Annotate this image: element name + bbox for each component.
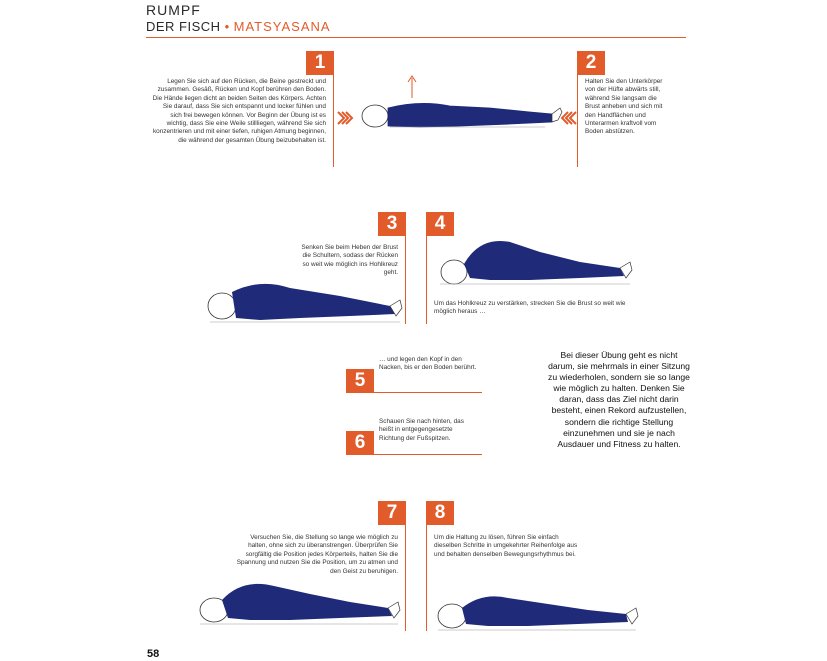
step-4-rule	[426, 212, 427, 324]
pose-sanskrit-name: MATSYASANA	[233, 19, 331, 34]
section-title: RUMPF	[146, 2, 201, 18]
exercise-note: Bei dieser Übung geht es nicht darum, sie mehrmals in einer Sitzung zu wiederholen, sondern sie so lange wie möglich zu halten. Denken Sie daran, dass das Ziel nicht darin besteht, einen Rekord aufzustellen, sondern die richtige Stellung einzunehmen und sie je nach Ausdauer und Fitness zu halten.	[548, 350, 690, 449]
step-4-number: 4	[426, 212, 454, 236]
pose-title	[146, 19, 331, 34]
step-8-number: 8	[426, 501, 454, 525]
figure-step-3	[200, 270, 405, 330]
figure-step-7	[190, 572, 405, 632]
step-6-rule	[346, 454, 482, 455]
pose-name: DER FISCH	[146, 19, 221, 34]
step-2-text: Halten Sie den Unterkörper von der Hüfte abwärts still, während Sie langsam die Brust anheben und sich mit den Handflächen und Unterarmen kraftvoll vom Boden abstützen.	[585, 78, 663, 136]
step-6-text: Schauen Sie nach hinten, das heißt in entgegengesetzte Richtung der Fußspitzen.	[379, 418, 464, 442]
step-1-text: Legen Sie sich auf den Rücken, die Beine gestreckt und zusammen. Gesäß, Rücken und Kopf berühren den Boden. Die Hände liegen dicht an beiden Seiten des Körpers. Achten Sie darauf, dass Sie sich entspannt und locker fühlen und sich frei bewegen können. Vor Beginn der Übung ist es wichtig, dass Sie eine Weile stillliegen, während Sie sich konzentrieren und mit einer tiefen, ruhigen Atmung beginnen, die während der gesamten Übung beizubehalten ist.	[152, 78, 326, 144]
step-3-text: Senken Sie beim Heben der Brust die Schultern, sodass der Rücken so weit wie möglich ins Hohlkreuz geht.	[301, 244, 398, 277]
step-7-rule	[405, 501, 406, 631]
step-3-number: 3	[378, 212, 406, 236]
step-4-text: Um das Hohlkreuz zu verstärken, strecken Sie die Brust so weit wie möglich heraus …	[434, 300, 626, 316]
figure-step-8	[428, 582, 643, 637]
step-3-rule	[405, 212, 406, 324]
header-rule	[146, 37, 686, 38]
step-6-number: 6	[346, 431, 374, 455]
step-5-rule	[346, 392, 482, 393]
step-1-number: 1	[306, 51, 334, 75]
step-5-number: 5	[346, 369, 374, 393]
step-2-number: 2	[577, 51, 605, 75]
title-separator: •	[224, 19, 230, 34]
figure-lying-supine	[330, 70, 580, 140]
step-7-number: 7	[378, 501, 406, 525]
page-number: 58	[147, 648, 160, 660]
step-5-text: … und legen den Kopf in den Nacken, bis er den Boden berührt.	[379, 356, 477, 372]
step-8-text: Um die Haltung zu lösen, führen Sie einfach dieselben Schritte in umgekehrter Reihenfolge aus und behalten denselben Bewegungsrhythmus bei.	[434, 534, 578, 558]
figure-step-4	[430, 234, 635, 294]
step-7-text: Versuchen Sie, die Stellung so lange wie möglich zu halten, ohne sich zu überanstrengen. Überprüfen Sie sorgfältig die Position jedes Körperteils, halten Sie die Spannung und nutzen Sie die Position, um zu atmen und den Geist zu beruhigen.	[236, 534, 398, 575]
step-8-rule	[426, 501, 427, 631]
